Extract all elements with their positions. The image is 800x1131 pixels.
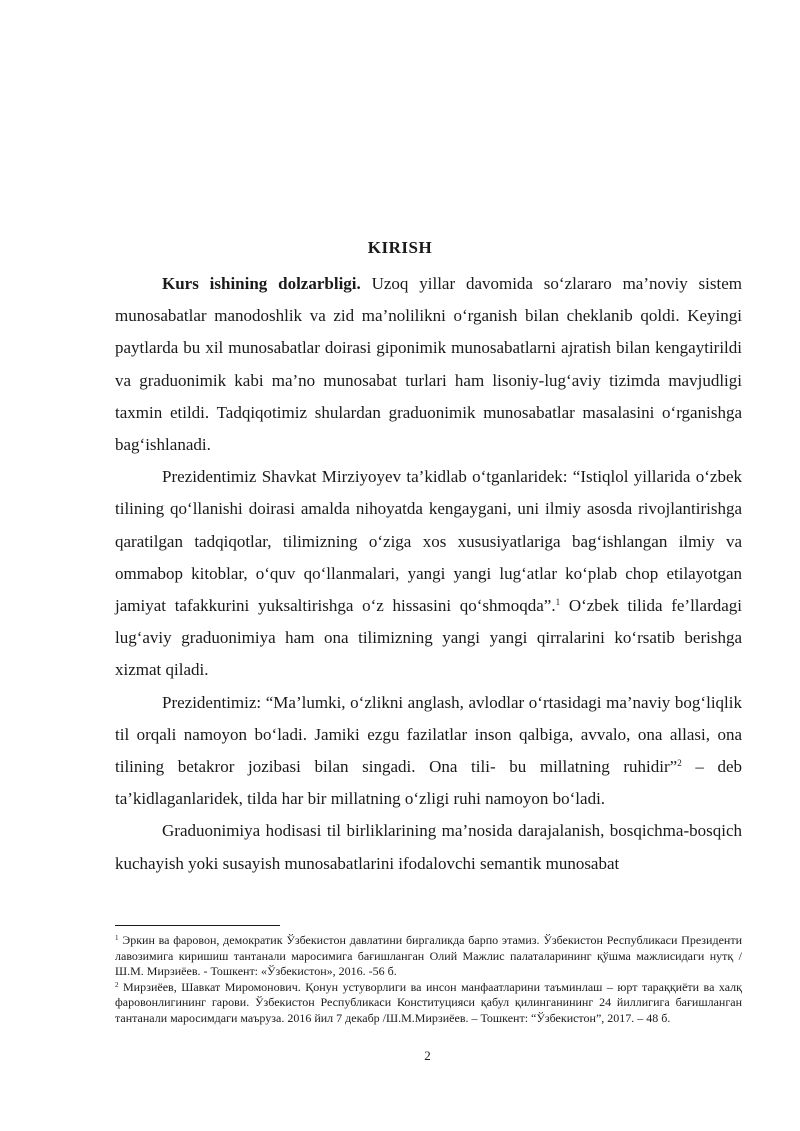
page-number: 2 [424,1048,431,1063]
footnote-1 [115,933,742,980]
footnote-number: 1 [115,934,119,942]
footnotes [115,933,742,1027]
paragraph-lead: Kurs ishining dolzarbligi. [162,274,361,293]
footnote-separator [115,925,280,926]
footnote-ref-1[interactable]: 1 [555,597,561,608]
section-heading: KIRISH [367,238,433,257]
paragraph-text: – deb ta’kidlaganlaridek, tilda har bir millatning o‘zligi ruhi namoyon bo‘ladi. [115,757,743,809]
footnote-text: Эркин ва фаровон, демократик Ўзбекистон давлатини биргаликда барпо этамиз. Ўзбекистон Республикаси Президенти лавозимига киришиш тантанали маросимига бағишланган Олий Мажлис палаталарининг қўшма мажлисидаги нутқ /Ш.М. Мирзиёев. - Тошкент: «Ўзбекистон», 2016. -56 б. [115,933,742,979]
paragraph-text: Prezidentimiz Shavkat Mirziyoyev ta’kidlab o‘tganlaridek: “Istiqlol yillarida o‘zbek tilining qo‘llanishi doirasi amalda nihoyatda kengaygani, uni ilmiy asosda rivojlantirishga qaratilgan tadqiqotlar, tilimizning o‘ziga xos xususiyatlariga bag‘ishlangan ilmiy va ommabop kitoblar, o‘quv qo‘llanmalari, yangi yangi lug‘atlar ko‘plab chop etilayotgan jamiyat tafakkurini yuksaltirishga o‘z hissasini qo‘shmoqda”. [115,467,742,616]
paragraph-president-quote-1 [115,461,742,686]
footnote-number: 2 [115,980,119,989]
paragraph-text: Graduonimiya hodisasi til birliklarining ma’nosida darajalanish, bosqichma-bosqich kuchayish yoki susayish munosabatlarini ifodalovchi semantik munosabat [115,821,742,873]
footnote-ref-2[interactable]: 2 [677,758,682,769]
body-text [115,268,742,880]
footnote-text: Мирзиёев, Шавкат Миромонович. Қонун устуворлиги ва инсон манфаатларини таъминлаш – юрт тараққиёти ва халқ фаровонлигининг гарови. Ўзбекистон Республикаси Конституцияси қабул қилинганининг 24 йиллигига бағишланган тантанали маросимдаги маъруза. 2016 йил 7 декабр /Ш.М.Мирзиёев. – Тошкент: “Ўзбекистон”, 2017. – 48 б. [115,979,742,1025]
paragraph-text: Prezidentimiz: “Ma’lumki, o‘zlikni anglash, avlodlar o‘rtasidagi ma’naviy bog‘liqlik til orqali namoyon bo‘ladi. Jamiki ezgu fazilatlar inson qalbiga, avvalo, ona allasi, ona tilining betakror jozibasi bilan singadi. Ona tili- bu millatning ruhidir” [115,692,742,777]
paragraph-president-quote-2 [115,687,742,816]
paragraph-text: Uzoq yillar davomida so‘zlararo ma’noviy sistem munosabatlar manodoshlik va zid ma’nolilikni o‘rganish bilan cheklanib qoldi. Keyingi paytlarda bu xil munosabatlar doirasi giponimik munosabatlarni ajratish bilan kengaytirildi va graduonimik kabi ma’no munosabat turlari ham lisoniy-lug‘aviy tizimda mavjudligi taxmin etildi. Tadqiqotimiz shulardan graduonimik munosabatlar masalasini o‘rganishga bag‘ishlanadi. [115,274,742,455]
paragraph-graduonymy [115,815,742,879]
paragraph-text: O‘zbek tilida fe’llardagi lug‘aviy graduonimiya ham ona tilimizning yangi yangi qirralarini ko‘rsatib berishga xizmat qiladi. [115,596,742,680]
footnote-2 [115,980,742,1027]
paragraph-relevance [115,268,742,461]
